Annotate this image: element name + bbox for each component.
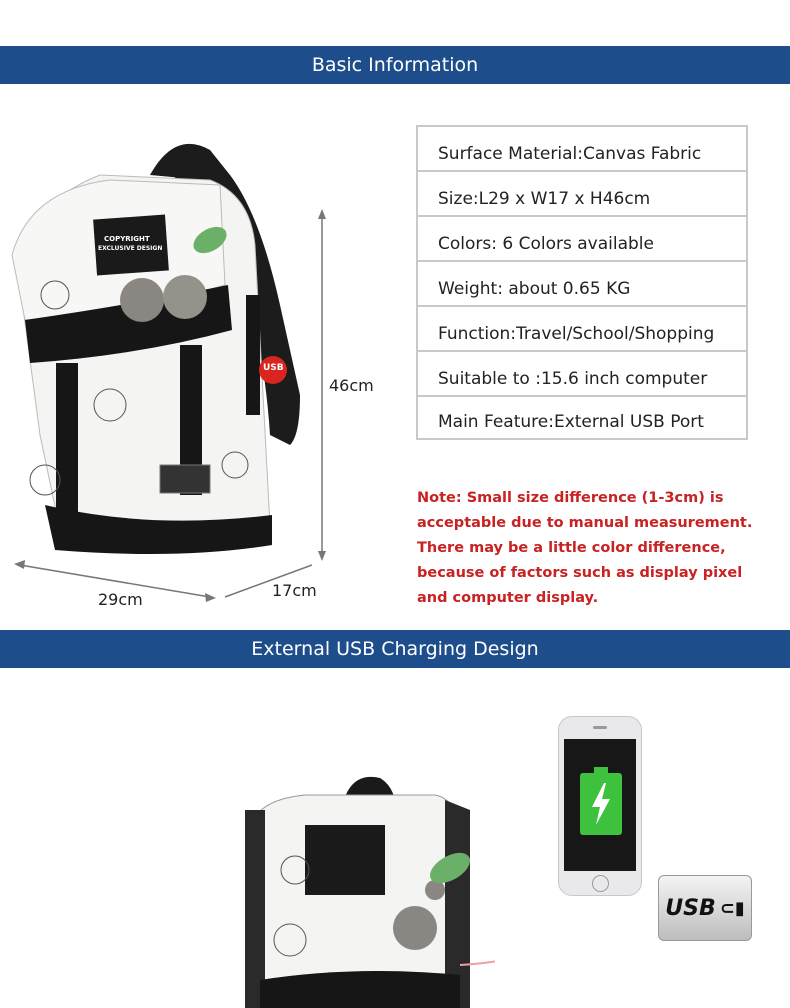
phone-screen (564, 739, 636, 871)
usb-logo-icon: USB ⊂▮ (658, 875, 752, 941)
battery-charging-icon (580, 773, 622, 835)
backpack-charging-image (235, 770, 495, 1008)
spec-row: Size:L29 x W17 x H46cm (416, 170, 748, 215)
spec-row: Weight: about 0.65 KG (416, 260, 748, 305)
usb-badge-label: USB (263, 363, 284, 373)
usb-charging-banner (0, 630, 790, 668)
spec-row: Main Feature:External USB Port (416, 395, 748, 440)
banner-title: Basic Information (311, 54, 479, 76)
backpack-illustration (0, 135, 330, 615)
patch-exclusive: EXCLUSIVE DESIGN (98, 245, 163, 252)
smartphone (558, 716, 642, 896)
spec-table (416, 125, 748, 440)
usb-logo-label: USB (665, 895, 716, 921)
phone-speaker (593, 726, 607, 729)
spec-row: Suitable to :15.6 inch computer (416, 350, 748, 395)
width-dimension: 29cm (98, 590, 143, 609)
spec-row: Colors: 6 Colors available (416, 215, 748, 260)
spec-row: Surface Material:Canvas Fabric (416, 125, 748, 170)
patch-copyright: COPYRIGHT (104, 235, 150, 243)
height-dimension: 46cm (329, 376, 374, 395)
home-button (592, 875, 609, 892)
spec-row: Function:Travel/School/Shopping (416, 305, 748, 350)
depth-dimension: 17cm (272, 581, 317, 600)
backpack-image (0, 135, 330, 615)
size-note: Note: Small size difference (1-3cm) is acceptable due to manual measurement. There may be a little color difference, because of factors such as display pixel and computer display. (417, 490, 753, 606)
basic-information-banner (0, 46, 790, 84)
banner-title: External USB Charging Design (251, 638, 539, 660)
